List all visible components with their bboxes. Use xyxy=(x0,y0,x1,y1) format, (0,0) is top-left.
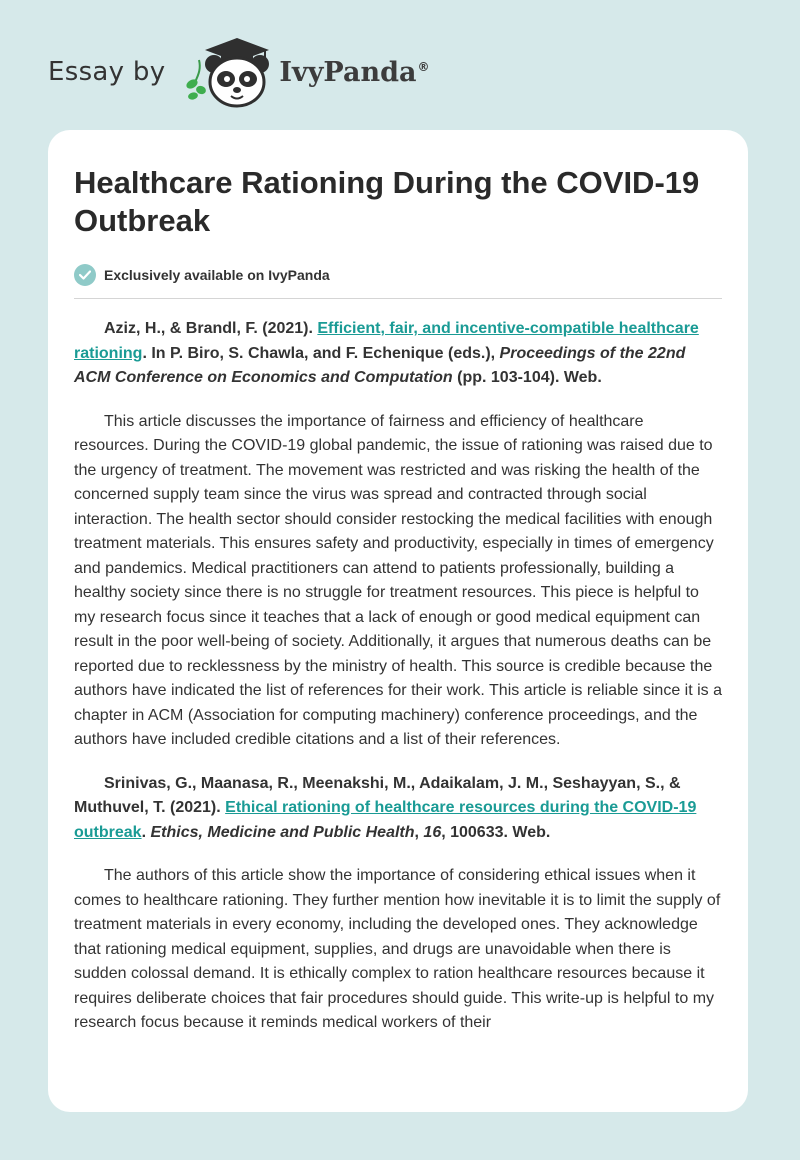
article-body xyxy=(74,317,722,1036)
check-icon xyxy=(74,264,96,286)
brand-header xyxy=(48,32,430,112)
registered-mark: ® xyxy=(417,59,430,74)
essay-by-label: Essay by xyxy=(48,57,166,87)
divider xyxy=(74,298,722,299)
reference-2-link[interactable]: Ethical rationing of healthcare resources during the COVID-19 outbreak xyxy=(74,799,697,841)
brand-name: IvyPanda® xyxy=(279,56,430,88)
reference-2: Srinivas, G., Maanasa, R., Meenakshi, M., Adaikalam, J. M., Seshayyan, S., & Muthuvel, T. (2021). Ethical rationing of healthcare resources during the COVID-19 outbreak. Ethics, Medicine and Public Health, 16, 100633. Web. xyxy=(74,774,697,841)
essay-card xyxy=(48,130,748,1112)
reference-1-link[interactable]: Efficient, fair, and incentive-compatible healthcare rationing xyxy=(74,320,699,362)
paragraph-1: This article discusses the importance of fairness and efficiency of healthcare resources. During the COVID-19 global pandemic, the issue of rationing was raised due to the urgency of treatment. The movement was restricted and was risking the health of the concerned supply team since the virus was spread and contracted through social interaction. The health sector should consider restocking the medical facilities with enough treatment materials. This ensures safety and productivity, especially in times of emergency and pandemics. Medical practitioners can attend to patients professionally, building a healthy society since there is no struggle for treatment resources. This piece is helpful to my research focus since it teaches that a lack of enough or good medical equipment can result in the poor well-being of society. Additionally, it argues that numerous deaths can be reported due to recklessness by the ministry of health. This source is credible because the authors have indicated the list of references for their work. This article is reliable since it is a chapter in ACM (Association for computing machinery) conference proceedings, and the authors have included credible citations and a list of their references. xyxy=(74,412,722,748)
page-title: Healthcare Rationing During the COVID-19 Outbreak xyxy=(74,165,700,238)
exclusive-badge xyxy=(74,264,722,286)
paragraph-2: The authors of this article show the importance of considering ethical issues when it comes to healthcare rationing. They further mention how inevitable it is to limit the supply of treatment materials in every economy, including the developed ones. They acknowledge that rationing medical equipment, supplies, and drugs are unavoidable when there is sudden colossal demand. It is ethically complex to ration healthcare resources because it requires deliberate choices that fair procedures should guide. This write-up is helpful to my research focus because it reminds medical workers of their xyxy=(74,867,721,1031)
reference-1: Aziz, H., & Brandl, F. (2021). Efficient, fair, and incentive-compatible healthcare rationing. In P. Biro, S. Chawla, and F. Echenique (eds.), Proceedings of the 22nd ACM Conference on Economics and Computation (pp. 103-104). Web. xyxy=(74,320,699,386)
ivypanda-logo-icon xyxy=(181,34,273,110)
badge-label: Exclusively available on IvyPanda xyxy=(104,267,330,283)
